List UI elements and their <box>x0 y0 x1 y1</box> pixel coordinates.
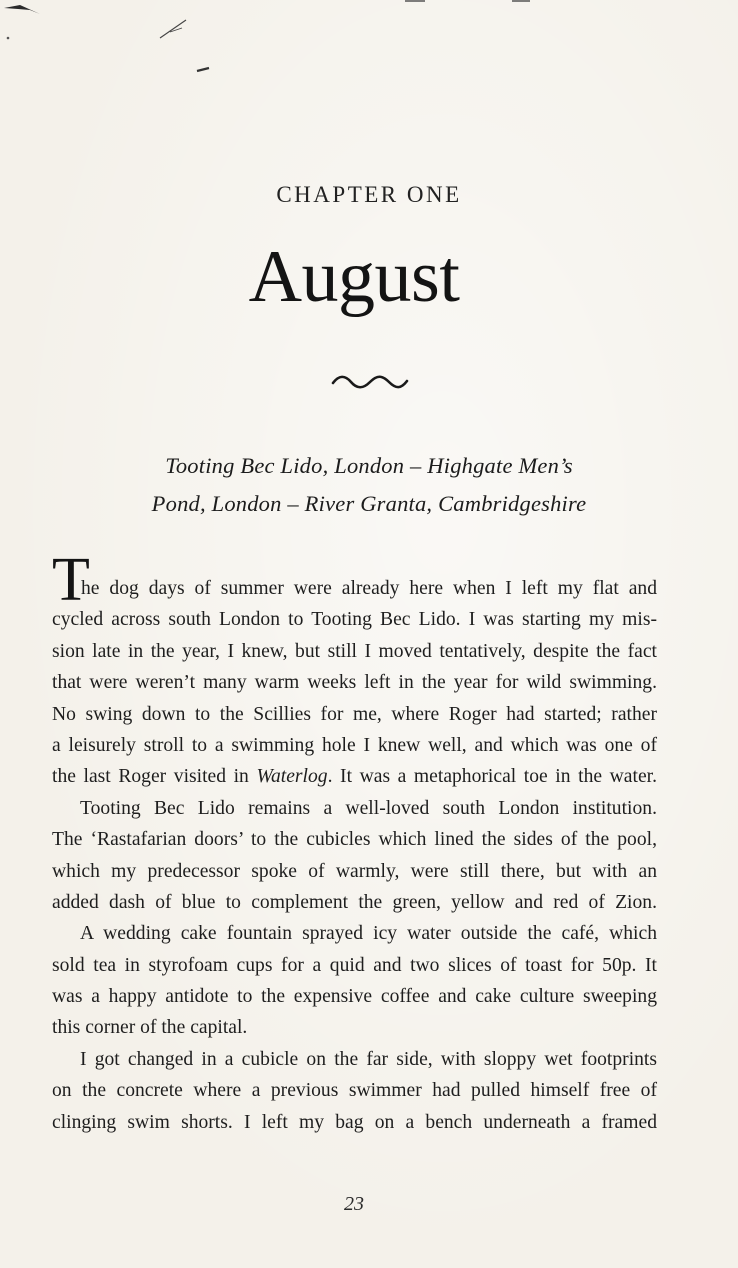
subtitle-line-2: Pond, London – River Granta, Cambridgeshire <box>151 491 587 516</box>
wave-ornament-icon <box>330 370 410 394</box>
subtitle-line-1: Tooting Bec Lido, London – Highgate Men’s <box>165 453 573 478</box>
drop-cap: T <box>52 546 90 614</box>
text-run: . It was a metaphorical toe in the water. <box>327 766 657 788</box>
text-line <box>52 761 657 792</box>
chapter-label: CHAPTER ONE <box>276 182 462 207</box>
chapter-subtitle <box>0 447 738 523</box>
text-line: I got changed in a cubicle on the far side, with sloppy wet footprints <box>80 1048 657 1070</box>
text-line: he dog days of summer were already here when I left my flat and <box>81 578 657 599</box>
body-text <box>52 573 657 1138</box>
text-line: which my predecessor spoke of warmly, were still there, but with an <box>52 860 657 882</box>
text-line: A wedding cake fountain sprayed icy water outside the café, which <box>80 923 657 945</box>
text-line: cycled across south London to Tooting Bec Lido. I was starting my mis- <box>52 609 657 631</box>
text-line: No swing down to the Scillies for me, where Roger had started; rather <box>52 703 657 725</box>
text-line: added dash of blue to complement the green, yellow and red of Zion. <box>52 891 657 913</box>
text-run: the last Roger visited in <box>52 766 257 788</box>
page-number: 23 <box>344 1193 364 1215</box>
book-title-italic: Waterlog <box>256 766 328 788</box>
text-line: clinging swim shorts. I left my bag on a bench underneath a framed <box>52 1111 657 1133</box>
text-line: sion late in the year, I knew, but still I moved tentatively, despite the fact <box>52 640 657 662</box>
text-line: was a happy antidote to the expensive coffee and cake culture sweeping <box>52 986 657 1008</box>
text-line: that were weren’t many warm weeks left in the year for wild swimming. <box>52 672 657 694</box>
text-line: this corner of the capital. <box>52 1017 248 1039</box>
text-line: sold tea in styrofoam cups for a quid and two slices of toast for 50p. It <box>52 954 657 976</box>
text-line: Tooting Bec Lido remains a well-loved south London institution. <box>80 797 657 819</box>
text-line: a leisurely stroll to a swimming hole I knew well, and which was one of <box>52 734 657 756</box>
text-line: on the concrete where a previous swimmer had pulled himself free of <box>52 1080 657 1102</box>
page-specks <box>0 0 738 120</box>
chapter-title: August <box>248 236 460 318</box>
text-line: The ‘Rastafarian doors’ to the cubicles which lined the sides of the pool, <box>52 829 657 851</box>
